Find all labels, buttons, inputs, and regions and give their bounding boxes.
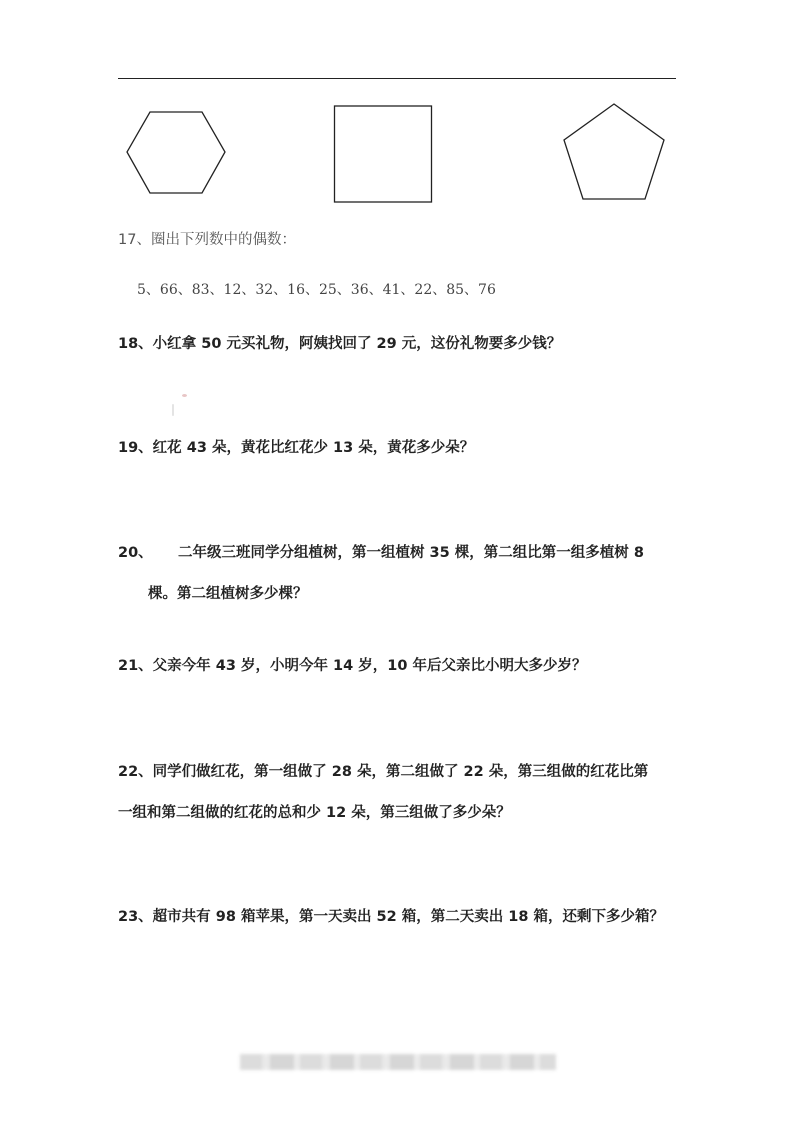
header-rule	[118, 78, 676, 79]
question-17-numbers: 5、66、83、12、32、16、25、36、41、22、85、76	[137, 282, 496, 298]
scan-speck	[182, 394, 187, 397]
question-17-label: 17、圈出下列数中的偶数：	[118, 232, 296, 248]
question-20-line2: 棵。第二组植树多少棵？	[148, 586, 308, 602]
question-22-line2: 一组和第二组做的红花的总和少 12 朵，第三组做了多少朵？	[118, 805, 511, 821]
question-20-number: 20、	[118, 545, 153, 561]
question-21: 21、父亲今年 43 岁，小明今年 14 岁，10 年后父亲比小明大多少岁？	[118, 658, 587, 674]
hexagon-shape	[122, 108, 230, 198]
question-20-line1: 二年级三班同学分组植树，第一组植树 35 棵，第二组比第一组多植树 8	[178, 545, 644, 561]
scan-speck	[172, 404, 174, 416]
question-23: 23、超市共有 98 箱苹果，第一天卖出 52 箱，第二天卖出 18 箱，还剩下多少箱？	[118, 909, 664, 925]
blurred-footer	[240, 1054, 556, 1070]
question-22-line1: 22、同学们做红花，第一组做了 28 朵，第二组做了 22 朵，第三组做的红花比第	[118, 764, 649, 780]
question-19: 19、红花 43 朵，黄花比红花少 13 朵，黄花多少朵？	[118, 440, 475, 456]
question-18: 18、小红拿 50 元买礼物，阿姨找回了 29 元，这份礼物要多少钱？	[118, 336, 562, 352]
pentagon-shape	[560, 100, 668, 204]
square-shape	[332, 104, 434, 204]
